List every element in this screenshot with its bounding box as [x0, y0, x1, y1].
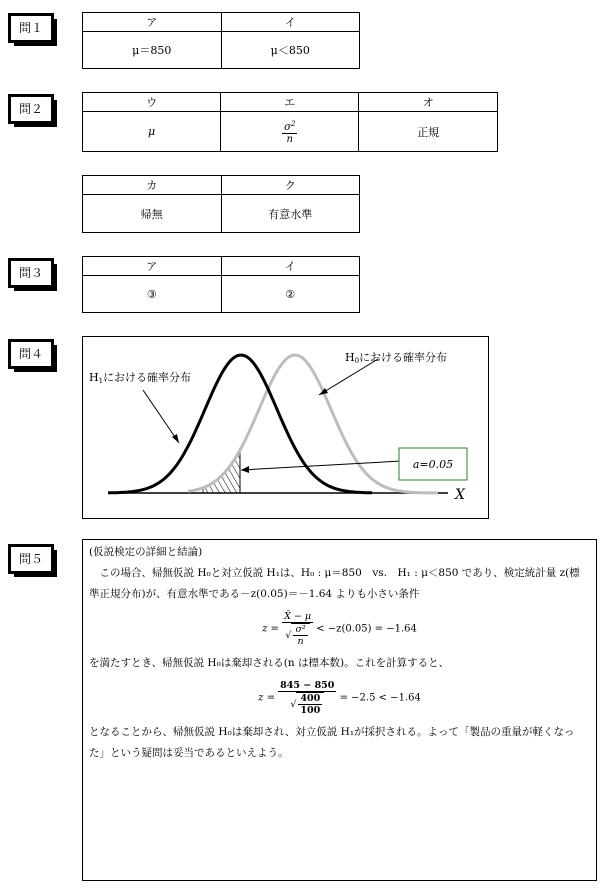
sigma-squared-over-n: $\frac{\sigma^2}{n}$: [284, 119, 296, 145]
q2-value-ku: 有意水準: [221, 195, 360, 233]
test-statistic-formula: z = X̄ − μ √ $\frac{\text{σ²}}{n}$ < −z(0.05) = −1.64: [262, 611, 417, 647]
q2-table-1: [82, 92, 498, 152]
q5-paragraph-1: この場合、帰無仮説 H₀と対立仮説 H₁は、H₀ : μ＝850 vs. H₁ : μ＜850 であり、検定統計量 z(標準正規分布)が、有意水準である－z(0.05)＝－1.64 よりも小さい条件: [89, 567, 580, 600]
q2-label: 問２: [8, 94, 54, 124]
q1-value-a: μ＝850: [83, 32, 222, 69]
distribution-diagram: [83, 337, 488, 518]
q2-value-u: μ: [83, 112, 221, 152]
q2-header-ka: カ: [83, 176, 222, 195]
q1-header-i: イ: [221, 13, 360, 32]
q3-value-i: ②: [221, 276, 360, 313]
q5-heading: (仮説検定の詳細と結論): [89, 546, 203, 558]
q2-header-ku: ク: [221, 176, 360, 195]
q2-value-o: 正規: [359, 112, 498, 152]
q1-header-a: ア: [83, 13, 222, 32]
q3-label: 問３: [8, 258, 54, 288]
q5-paragraph-2: を満たすとき、帰無仮説 H₀は棄却される(n は標本数)。これを計算すると、: [89, 657, 450, 669]
h0-arrow: [319, 359, 378, 395]
q3-value-a: ③: [83, 276, 222, 313]
q1-label: 問１: [8, 13, 54, 43]
q2-value-e: [221, 112, 359, 152]
q2-header-e: エ: [221, 93, 359, 112]
q2-table-2: [82, 175, 360, 233]
q4-figure: [82, 336, 489, 519]
alpha-arrow-head: [241, 466, 249, 473]
q3-header-i: イ: [221, 257, 360, 276]
q1-table: [82, 12, 360, 69]
q3-table: [82, 256, 360, 313]
q3-header-a: ア: [83, 257, 222, 276]
h0-label: H0における確率分布: [345, 351, 448, 365]
q2-header-u: ウ: [83, 93, 221, 112]
h1-arrow-head: [172, 434, 179, 443]
q2-header-o: オ: [359, 93, 498, 112]
q5-answer-box: [82, 539, 597, 881]
alpha-arrow: [241, 461, 401, 470]
x-axis-label: X: [455, 487, 465, 503]
q2-value-ka: 帰無: [83, 195, 222, 233]
q4-label: 問４: [8, 339, 54, 369]
q5-paragraph-3: となることから、帰無仮説 H₀は棄却され、対立仮説 H₁が採択される。よって「製品の重量が軽くなった」という疑問は妥当であるといえよう。: [89, 726, 575, 759]
h1-label: H1における確率分布: [89, 371, 192, 385]
h1-arrow: [143, 390, 179, 443]
alpha-label: a=0.05: [412, 458, 454, 471]
computed-statistic-formula: z = 845 − 850 √ $\frac{400}{100}$ = −2.5 < −1.64: [258, 680, 421, 716]
q5-label: 問５: [8, 544, 54, 574]
q1-value-i: μ＜850: [221, 32, 360, 69]
